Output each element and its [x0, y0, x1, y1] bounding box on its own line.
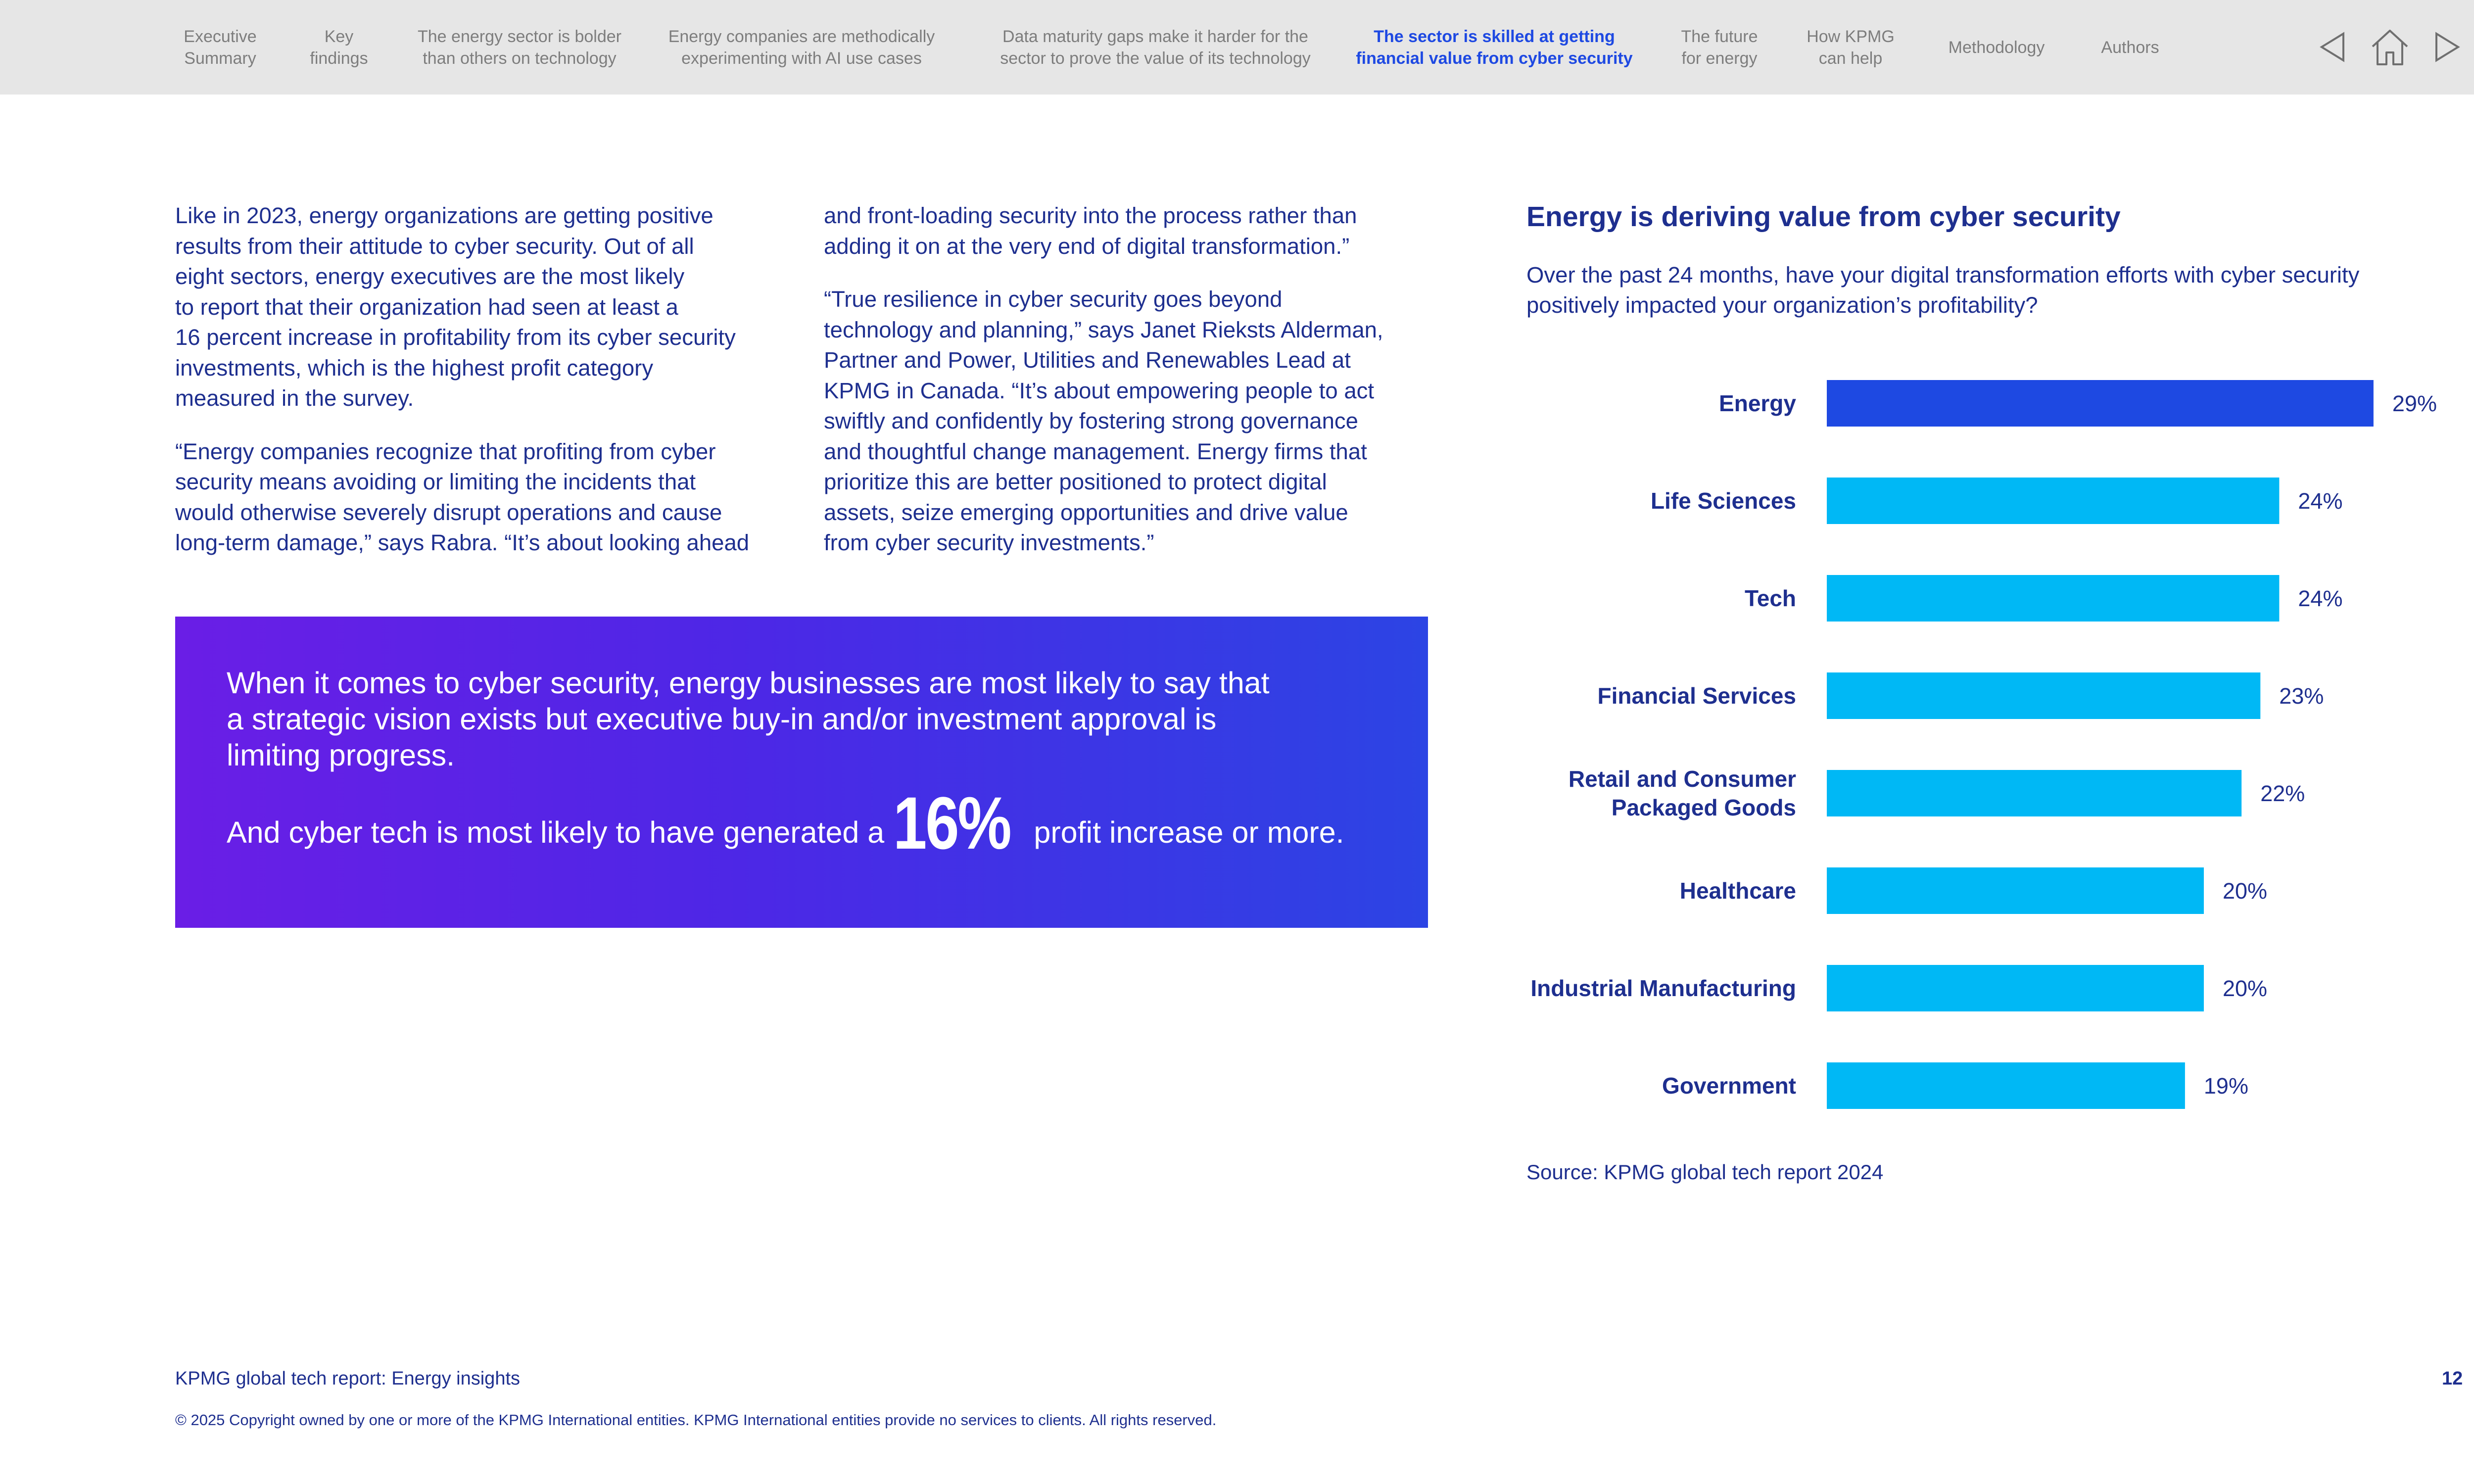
- previous-icon[interactable]: [2311, 25, 2355, 69]
- category-label: Retail and Consumer Packaged Goods: [1568, 766, 1796, 820]
- nav-energy-sector-bolder[interactable]: The energy sector is bolder than others on technology: [418, 27, 621, 68]
- bar-chart: [1484, 366, 2474, 1118]
- value-label: 23%: [2279, 683, 2324, 709]
- category-label: Energy: [1719, 390, 1796, 416]
- callout-big-number: 16%: [893, 781, 1010, 864]
- callout-statement: When it comes to cyber security, energy businesses are most likely to say that a strategic vision exists but executive buy-in and/or investment approval is limiting progress.: [227, 666, 1270, 772]
- footer-report-title: KPMG global tech report: Energy insights: [175, 1368, 521, 1389]
- nav-cyber-security[interactable]: The sector is skilled at getting financial value from cyber security: [1356, 27, 1633, 68]
- home-icon[interactable]: [2368, 25, 2412, 69]
- bar-financial-services: [1827, 672, 2260, 719]
- value-label: 29%: [2392, 391, 2437, 416]
- paragraph: Like in 2023, energy organizations are getting positive results from their attitude to cyber security. Out of all eight sectors, energy executives are the most likely to report that their organization had seen at least a 16 percent increase in profitability from its cyber security investments, which is the highest profit category measured in the survey.: [175, 203, 736, 411]
- value-label: 20%: [2223, 878, 2268, 904]
- nav-executive-summary[interactable]: Executive Summary: [184, 27, 257, 68]
- nav-methodology[interactable]: Methodology: [1948, 38, 2045, 57]
- bar-life-sciences: [1827, 478, 2279, 524]
- nav-how-kpmg-can-help[interactable]: How KPMG can help: [1807, 27, 1895, 68]
- value-label: 19%: [2203, 1073, 2248, 1099]
- bar-energy: [1827, 380, 2374, 427]
- bar-tech: [1827, 575, 2279, 622]
- nav-key-findings[interactable]: Key findings: [310, 27, 368, 68]
- category-label: Government: [1662, 1073, 1796, 1099]
- chart-source: Source: KPMG global tech report 2024: [1526, 1160, 1884, 1184]
- nav-data-maturity[interactable]: Data maturity gaps make it harder for the sector to prove the value of its technology: [1000, 27, 1311, 68]
- value-label: 22%: [2260, 781, 2305, 806]
- body-text-column-2: [824, 200, 1457, 581]
- nav-ai-use-cases[interactable]: Energy companies are methodically experimenting with AI use cases: [668, 27, 935, 68]
- bar-government: [1827, 1062, 2185, 1109]
- next-icon[interactable]: [2425, 25, 2469, 69]
- value-label: 24%: [2298, 488, 2343, 514]
- chart-title: Energy is deriving value from cyber security: [1526, 201, 2121, 233]
- chart-subtitle: Over the past 24 months, have your digital transformation efforts with cyber security positively impacted your organization’s profitability?: [1526, 262, 2360, 318]
- nav-future-for-energy[interactable]: The future for energy: [1681, 27, 1758, 68]
- page-number: 12: [2442, 1368, 2463, 1389]
- paragraph: “Energy companies recognize that profiting from cyber security means avoiding or limiting the incidents that would otherwise severely disrupt operations and cause long-term damage,” says Rabra. “It’s about looking ahead: [175, 438, 750, 555]
- value-label: 20%: [2223, 976, 2268, 1001]
- callout-box: [175, 617, 1428, 928]
- category-label: Industrial Manufacturing: [1530, 975, 1796, 1001]
- bar-retail-and-consumer-packaged-goods: [1827, 770, 2241, 816]
- bar-healthcare: [1827, 867, 2204, 914]
- category-label: Life Sciences: [1650, 488, 1796, 514]
- category-label: Tech: [1745, 585, 1796, 611]
- bar-industrial-manufacturing: [1827, 965, 2204, 1011]
- nav-authors[interactable]: Authors: [2101, 38, 2159, 57]
- body-text-column-1: [175, 200, 809, 581]
- value-label: 24%: [2298, 586, 2343, 611]
- copyright-notice: © 2025 Copyright owned by one or more of the KPMG International entities. KPMG International entities provide no services to clients. All rights reserved.: [175, 1411, 1217, 1429]
- paragraph: and front-loading security into the process rather than adding it on at the very end of digital transformation.”: [824, 203, 1357, 259]
- category-label: Healthcare: [1679, 878, 1796, 904]
- callout-stat-line: [227, 781, 1414, 864]
- callout-stat-suffix: profit increase or more.: [1034, 815, 1344, 849]
- category-label: Financial Services: [1597, 683, 1796, 709]
- top-navigation: [0, 0, 2474, 95]
- callout-stat-prefix: And cyber tech is most likely to have generated a: [227, 815, 885, 849]
- paragraph: “True resilience in cyber security goes beyond technology and planning,” says Janet Rieksts Alderman, Partner and Power, Utilities and Renewables Lead at KPMG in Canada. “It’s about empowering people to act swiftly and confidently by fostering strong governance and thoughtful change management. Energy firms that prioritize this are better positioned to protect digital assets, seize emerging opportunities and drive value from cyber security investments.”: [824, 287, 1383, 555]
